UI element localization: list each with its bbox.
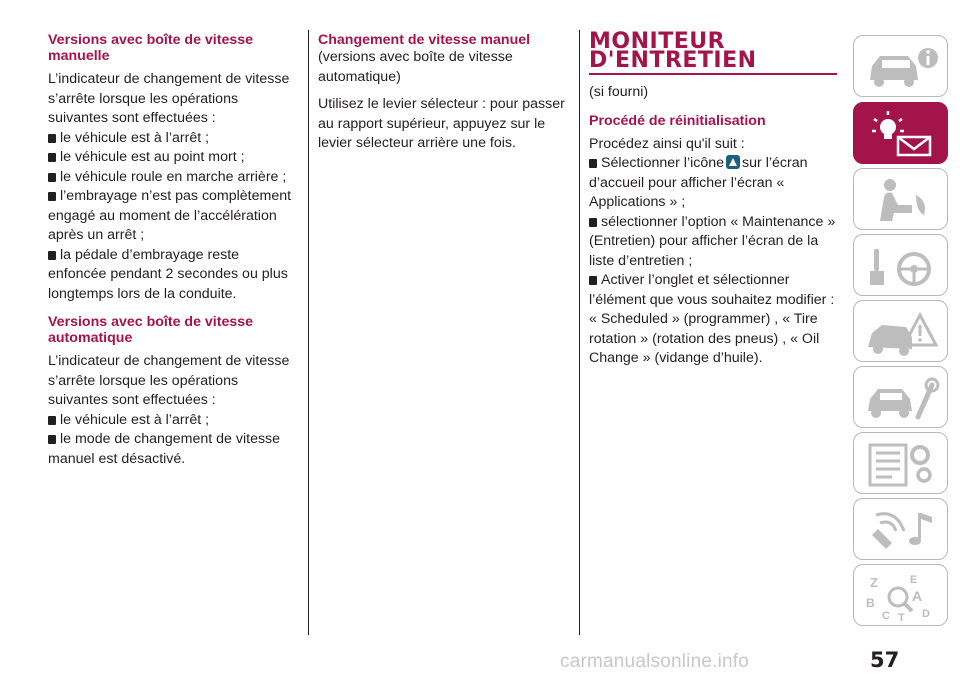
section-heading-automatic: Versions avec boîte de vitesse automatique [48,314,254,346]
intro-automatic: L’indicateur de changement de vitesse s’arrête lorsque les opérations suivantes sont effectuées : [48,353,290,408]
bullet-icon [48,251,56,260]
seat-airbag-icon [862,175,942,225]
svg-text:Z: Z [870,575,878,590]
bullet-icon [589,159,597,168]
tab-multimedia[interactable] [853,498,948,560]
title-underline [589,73,837,75]
list-item: sélectionner l’option « Maintenance » (Entretien) pour afficher l’écran de la liste d’entretien ; [589,213,836,269]
tab-safety[interactable] [853,168,948,230]
section-heading-reset: Procédé de réinitialisation [589,112,766,129]
list-item: le véhicule est à l’arrêt ; [48,129,298,149]
column-3 [589,28,839,369]
column-2 [318,28,568,154]
availability-note: (si fourni) [589,84,649,100]
tab-car-info[interactable] [853,35,948,97]
watermark: carmanualsonline.info [560,651,750,672]
car-wrench-icon [862,373,942,423]
car-info-icon [862,42,942,92]
technical-data-icon [862,439,942,489]
paragraph: Utilisez le levier sélecteur : pour passer au rapport supérieur, appuyez sur le levier sélecteur arrière une fois. [318,96,565,151]
svg-text:C: C [882,610,890,621]
tab-emergency[interactable] [853,300,948,362]
list-item: l’embrayage n’est pas complètement engagé au moment de l’accélération après un arrêt ; [48,188,292,243]
warning-light-message-icon [862,109,942,159]
svg-text:D: D [922,608,930,620]
bullet-icon [48,134,56,143]
tab-technical-data[interactable] [853,432,948,494]
list-item: le véhicule est au point mort ; [48,148,298,168]
svg-text:B: B [866,596,875,610]
list-item: Activer l’onglet et sélectionner l’élément que vous souhaitez modifier : « Scheduled » (programmer) , « Tire rotation » (rotation des pneus) , « Oil Change » (vidange d’huile). [589,272,835,366]
bullet-icon [48,153,56,162]
svg-text:T: T [898,612,905,621]
chapter-title: MONITEUR D'ENTRETIEN [589,29,757,73]
list-item: le véhicule roule en marche arrière ; [48,168,298,188]
bullet-icon [48,416,56,425]
list-item: le mode de changement de vitesse manuel est désactivé. [48,431,281,467]
intro-manual: L’indicateur de changement de vitesse s’arrête lorsque les opérations suivantes sont effectuées : [48,71,290,126]
bullet-icon [589,218,597,227]
tab-warning-lights[interactable] [853,102,948,164]
alphabetical-index-icon [862,571,942,621]
svg-text:E: E [910,574,918,586]
svg-text:A: A [912,588,923,604]
multimedia-icon [862,505,942,555]
tab-servicing[interactable] [853,366,948,428]
intro-reset: Procédez ainsi qu'il suit : [589,135,745,152]
bullet-icon [48,173,56,182]
list-item: Sélectionner l’icône sur l’écran d’accueil pour afficher l’écran « Applications » ; [589,155,808,210]
applications-icon [726,155,740,169]
page-number: 57 [870,648,900,672]
list-item: le véhicule est à l’arrêt ; [48,411,298,431]
car-breakdown-icon [862,307,942,357]
column-1 [48,28,298,469]
tab-starting-driving[interactable] [853,234,948,296]
section-heading-manual-shift: Changement de vitesse manuel [318,32,531,48]
bullet-icon [48,192,56,201]
column-divider [579,30,580,635]
key-steering-wheel-icon [862,241,942,291]
bullet-icon [589,276,597,285]
list-item: la pédale d’embrayage reste enfoncée pendant 2 secondes ou plus longtemps lors de la conduite. [48,246,288,302]
subtitle: (versions avec boîte de vitesse automatique) [318,49,513,85]
bullet-icon [48,435,56,444]
section-heading-manual: Versions avec boîte de vitesse manuelle [48,32,254,64]
tab-index[interactable] [853,564,948,626]
column-divider [308,30,309,635]
